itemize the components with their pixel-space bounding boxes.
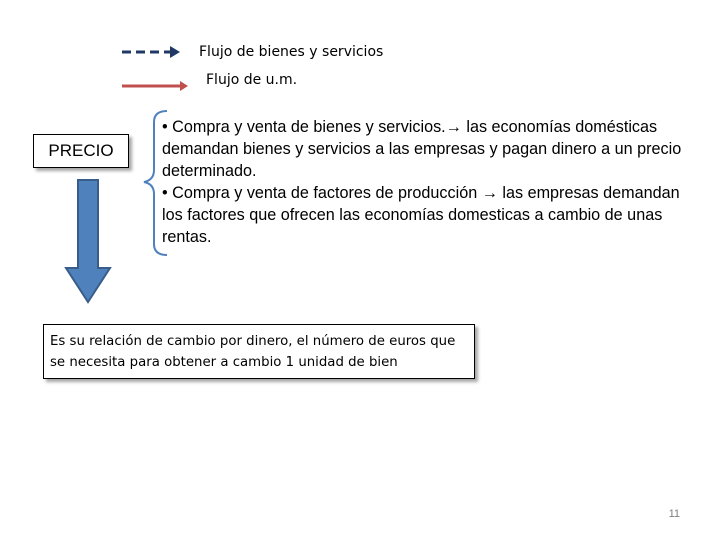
precio-label: PRECIO [48, 141, 114, 160]
definition-text: Es su relación de cambio por dinero, el número de euros que se necesita para obtener a cambio 1 unidad de bien [50, 334, 456, 370]
bullet-list [162, 116, 692, 248]
page-number: 11 [668, 508, 680, 520]
down-arrow-icon [64, 178, 112, 306]
precio-box [33, 134, 129, 168]
money-flow-legend-label: Flujo de u.m. [206, 72, 298, 88]
bullet-item: • Compra y venta de bienes y servicios.→ las economías domésticas demandan bienes y servicios a las empresas y pagan dinero a un precio determinado. [162, 118, 682, 180]
definition-box [43, 324, 475, 379]
goods-flow-dashed-arrow-icon [118, 42, 184, 62]
bullet-item: • Compra y venta de factores de producción → las empresas demandan los factores que ofrecen las economías domesticas a cambio de unas rentas. [162, 184, 680, 246]
money-flow-arrow-icon [118, 76, 192, 96]
goods-flow-legend-label: Flujo de bienes y servicios [199, 44, 384, 60]
